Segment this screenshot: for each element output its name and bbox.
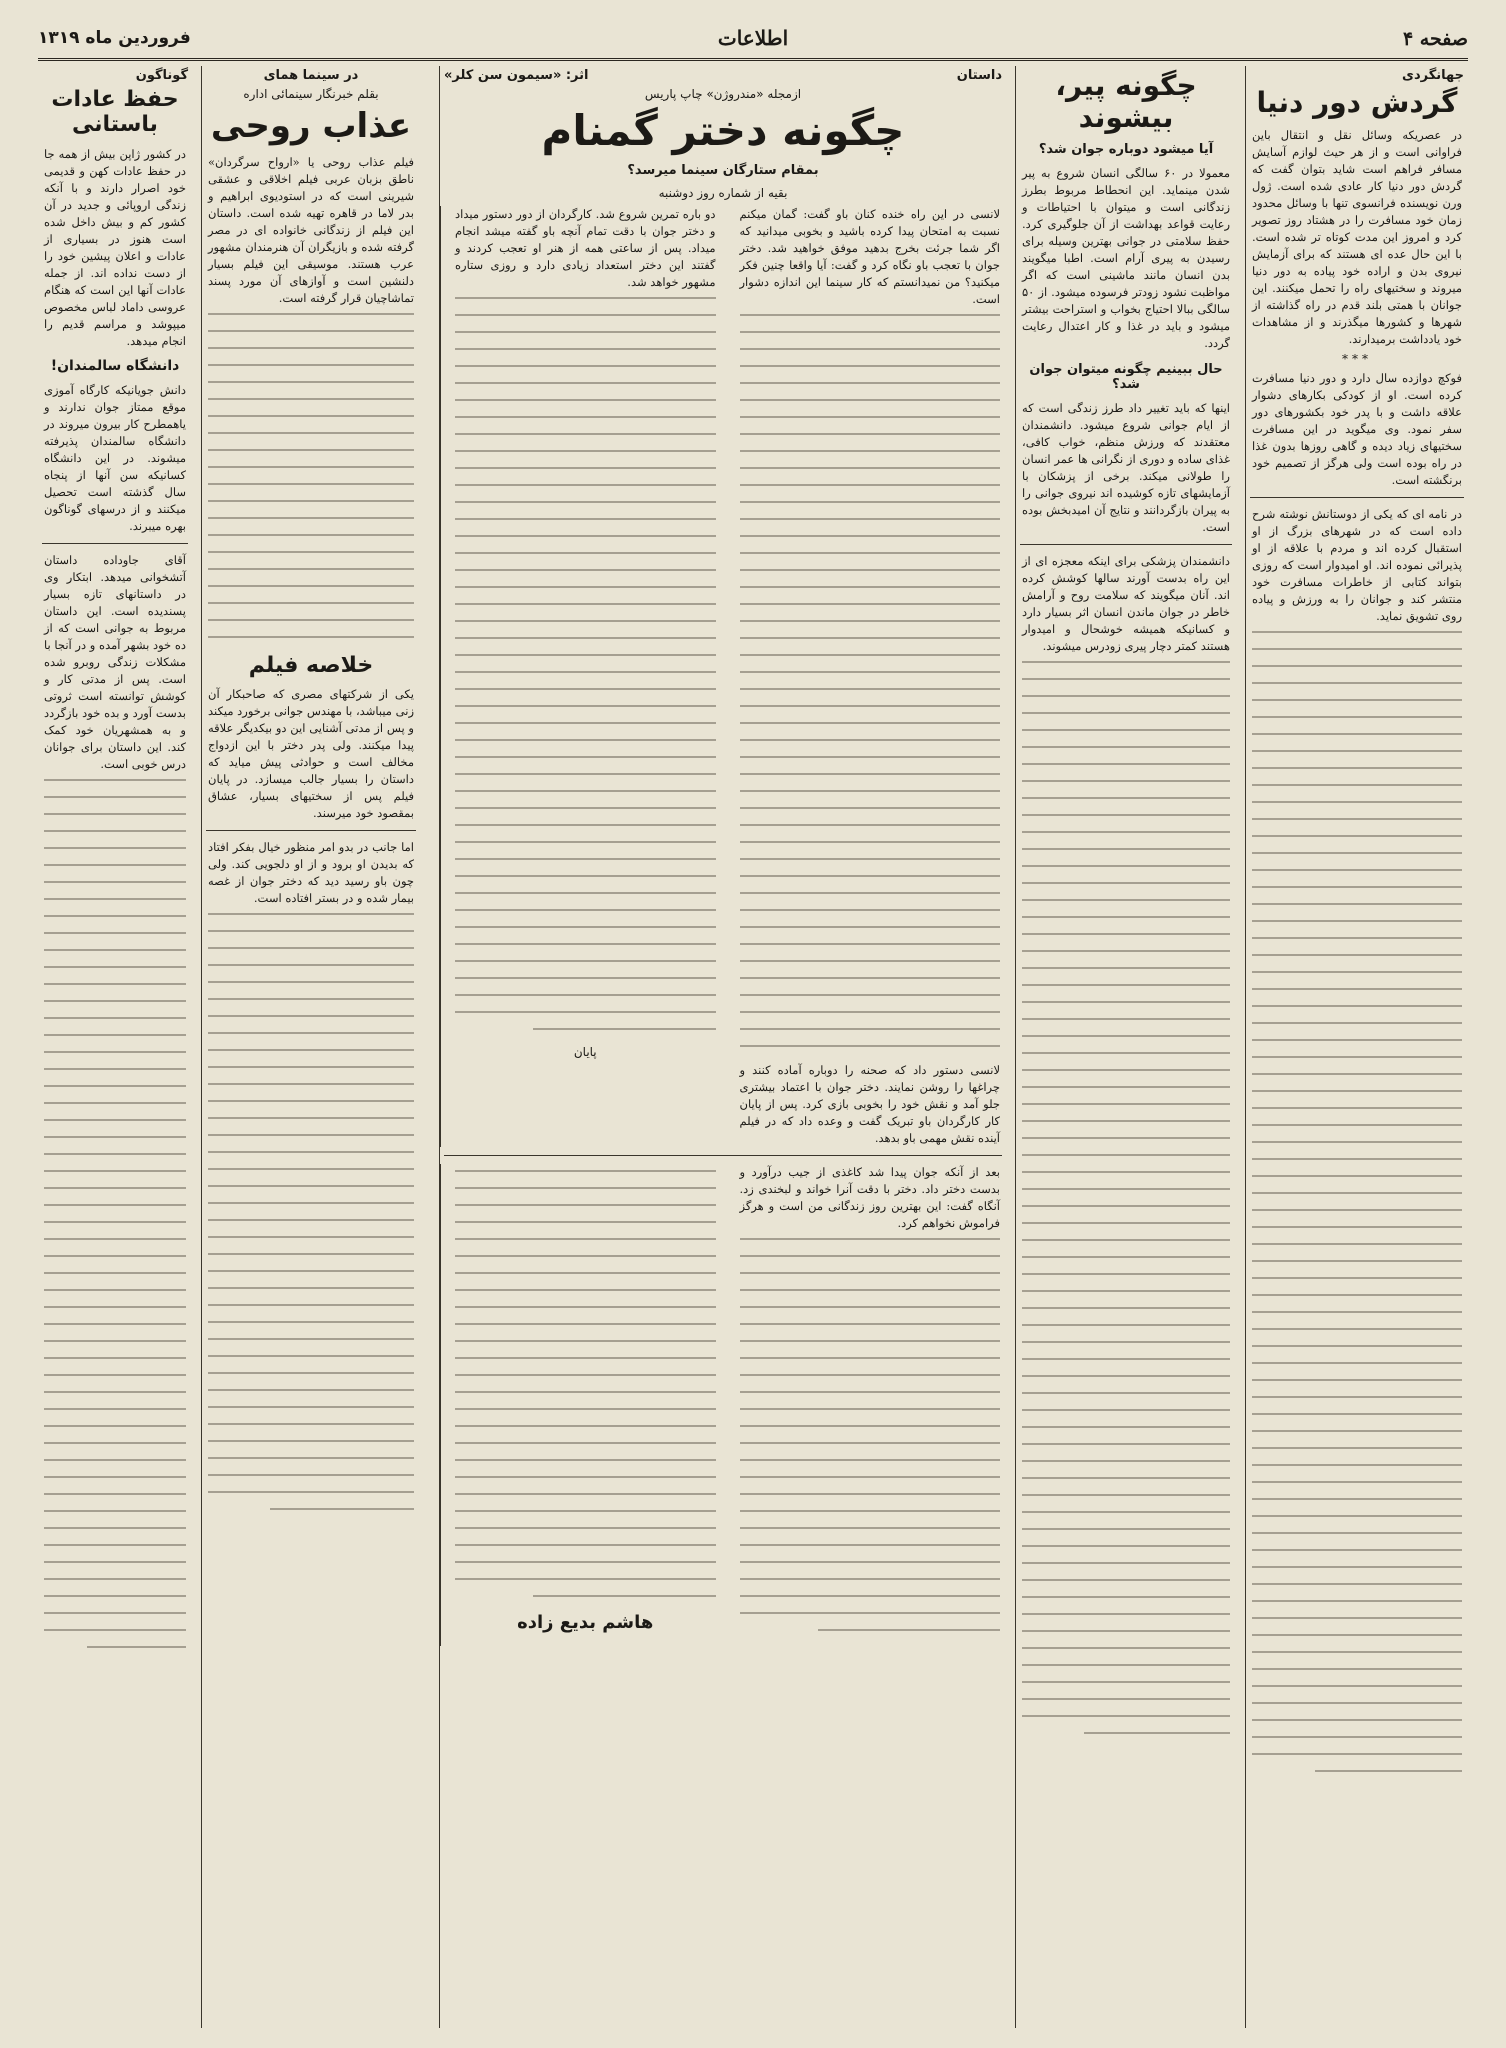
column-health [1015,66,1236,2028]
translator-signature: هاشم بدیع زاده [517,1612,654,1634]
masthead [38,18,1468,61]
misc-body: در کشور ژاپن بیش از همه جا در حفظ عادات کهن و قدیمی خود اصرار دارند و با آنکه زندگی اروپائی و جدید در آن کشور کم و بیش داخل شده است هنوز در بسیاری از عادات و اعلان پیشین خود را از دست نداده اند. از جمله عادات آنها این است که هنگام عروسی داماد لباس مخصوص میپوشد و مراسم قدیم را انجام میدهد. [44,146,186,348]
story-lower-left [440,1164,722,1646]
issue-date: فروردین ماه ۱۳۱۹ [38,28,191,48]
story-kicker-row [444,68,1002,83]
column-cinema [201,66,420,2028]
cinema-body-3: اما جانب در بدو امر منظور خیال بفکر افتاد که بدیدن او برود و از او دلجویی کند. ولی چون باو رسید دید که دختر جوان از غصه بیمار شده و در بستر افتاده است. [208,840,414,906]
text-filler [208,913,414,1510]
misc-body-2: دانش جویانیکه کارگاه آموزی موقع ممتاز جوان ندارند و یاهمطرح کار بیرون میروند در دانشگاه سالمندان پذیرفته میشوند. در این دانشگاه کسانیکه سن آنها از پنجاه سال گذشته است تحصیل میکنند و از درسهای گوناگون بهره میبرند. [44,382,186,533]
text-filler [740,1238,1001,1631]
health-subhead-2: حال ببینیم چگونه میتوان جوان شد؟ [1029,362,1223,393]
travel-headline: گردش دور دنیا [1256,86,1458,119]
travel-body-2: فوکچ دوازده سال دارد و دور دنیا مسافرت کرده است. او از کودکی بکارهای دشوار علاقه داشت و با پدر خود بکشورهای دور سفر نمود. وی میگوید در این مسافرت سختیهای زیاد دیده و گاهی روزها بدون غذا در راه بوده است ولی هرگز از تصمیم خود برنگشته است. [1252,371,1462,488]
story-lower-columns [440,1164,1006,1646]
section-divider [1020,544,1232,545]
story-author: اثر: «سیمون سن کلر» [444,68,589,83]
newspaper-page [38,18,1468,2028]
text-filler [208,313,414,638]
text-filler [455,1170,716,1597]
health-body-3: دانشمندان پزشکی برای اینکه معجزه ای از این راه بدست آورند سالها کوشش کرده اند. آنان میگویند که سلامت روح و آرامش خاطر در جوان ماندن انسان اثر بسیار دارد و کسانیکه همیشه خوشحال و امیدوار هستند کمتر دچار پیری زودرس میشوند. [1022,554,1230,654]
column-story [439,66,1006,2028]
misc-subhead: دانشگاه سالمندان! [50,357,180,374]
story-body-bottom: لانسی دستور داد که صحنه را دوباره آماده کنند و چراغها را روشن نمایند. دختر جوان با اعتماد بیشتری جلو آمد و نقش خود را بخوبی بازی کرد. پس از پایان کار کارگردان باو تبریک گفت و وعده داد که در فیلم آینده نقش مهمی باو بدهد. [739,1063,1000,1146]
story-columns [440,206,1006,1147]
story-end: پایان [573,1045,597,1060]
travel-kicker: جهانگردی [1402,68,1464,83]
section-divider [42,543,188,544]
cinema-kicker: در سینما همای [263,68,359,83]
story-subcolumn-left [440,206,722,1147]
story-source: ازمجله «مندروژن» چاپ پاریس [644,87,802,101]
text-filler [44,779,186,1648]
text-filler [740,314,1001,1047]
story-continued: بقیه از شماره روز دوشنبه [658,186,788,201]
misc-headline: حفظ عادات باستانی [51,87,179,138]
cinema-body-2: یکی از شرکتهای مصری که صاحبکار آن زنی میباشد، با مهندس جوانی برخورد میکند و پس از مدتی آشنایی این دو بیکدیگر علاقه پیدا میکنند. ولی پدر دختر با این ازدواج مخالف است و حوادثی پیش میاید که داستان را بسیار جالب میسازد. در پایان فیلم پس از سختیهای بسیار، عشاق بمقصود خود میرسند. [208,687,414,821]
text-filler [1252,631,1462,1772]
misc-body-3: آقای جاوداده داستان آتشخوانی میدهد. ابتکار وی در داستانهای تازه بسیار پسندیده است. این داستان مربوط به جوانی است که از ده خود بشهر آمده و در آنجا با مشکلات زندگی روبرو شده است. پس از مدتی کار و کوشش توانسته است ثروتی بدست آورد و بده خود بازگردد و به همشهریان خود کمک کند. این داستان برای جوانان درس خوبی است. [44,552,186,771]
health-headline: چگونه پیر، بیشوند [1055,69,1197,135]
cinema-subhead: خلاصه فیلم [248,653,374,679]
story-headline: چگونه دختر گمنام [541,106,905,155]
text-filler [1022,661,1230,1734]
story-subhead: بمقام ستارگان سینما میرسد؟ [627,163,819,179]
cinema-body: فیلم عذاب روحی یا «ارواح سرگردان» ناطق بزبان عربی فیلم اخلاقی و عشقی شیرینی است که در استودیوی ابراهیم و بدر لاما در قاهره تهیه شده است. داستان این فیلم از زندگانی خانواده ای در مصر گرفته شده و بازیگران آن هنرمندان مشهور عرب هستند. موسیقی این فیلم بسیار دلنشین است و آوازهای آن مورد پسند تماشاچیان قرار گرفته است. [208,155,414,306]
cinema-byline: بقلم خبرنگار سینمائی اداره [243,87,379,101]
section-divider [444,1155,1002,1156]
story-body-3: بعد از آنکه جوان پیدا شد کاغذی از جیب درآورد و بدست دختر داد. دختر با دقت آنرا خواند و لبخندی زد. آنگاه گفت: این بهترین روز زندگانی من است و هرگز فراموش نخواهم کرد. [739,1165,1000,1231]
story-subcolumn-right [734,206,1007,1147]
story-lower-right [734,1164,1007,1646]
page-number: صفحه ۴ [1402,28,1468,50]
story-body-left: دو باره تمرین شروع شد. کارگردان از دور دستور میداد و دختر جوان با دقت تمام آنچه باو گفته میشد انجام میداد. پس از ساعتی همه از هنر او تعجب کردند و گفتند این دختر استعداد زیادی دارد و روزی ستاره مشهور خواهد شد. [455,207,716,290]
column-misc [38,66,192,2028]
travel-body: در عصریکه وسائل نقل و انتقال باین فراوانی است و از هر حیث لوازم آسایش مسافر فراهم است شاید بتوان گفت که گردش دور دنیا کار عادی شده است. ژول ورن نویسنده فرانسوی تنها با وسائل محدود زمان خود مسافرت را در هشتاد روز تصویر کرد و امروز این مدت کوتاه تر شده است. با این حال عده ای هستند که برای آزمایش نیروی بدن و اراده خود پیاده به دور دنیا میروند و سختیهای راه را تحمل میکنند. این جوانان با همتی بلند قدم در راه گذاشته از شهرها و کشورها میگذرند و از مشاهدات خود یادداشت برمیدارند. [1252,128,1462,347]
travel-body-3: در نامه ای که یکی از دوستانش نوشته شرح داده است که در شهرهای بزرگ از او استقبال کرده اند و مردم با علاقه از او پذیرائی نموده اند. او امیدوار است که روزی بتواند کتابی از خاطرات مسافرت خود منتشر کند و جوانان را به ورزش و پیاده روی تشویق نماید. [1252,507,1462,624]
health-subhead: آیا میشود دوباره جوان شد؟ [1038,142,1214,158]
health-body: معمولا در ۶۰ سالگی انسان شروع به پیر شدن مینماید. این انحطاط مربوط بطرز زندگانی است و میتوان با احتیاطات و رعایت قواعد بهداشت از آن جلوگیری کرد. حفظ سلامتی در جوانی بهترین وسیله برای رسیدن به پیری آرام است. اطبا میگویند بدن انسان مانند ماشینی است که اگر مواظبت نشود زودتر فرسوده میشود. از ۵۰ سالگی ببالا احتیاج بخواب و استراحت بیشتر میشود و باید در غذا و کار اعتدال رعایت گردد. [1022,166,1230,351]
section-divider [206,830,416,831]
column-travel [1245,66,1468,2028]
story-body-right: لانسی در این راه خنده کنان باو گفت: گمان میکنم نسبت به امتحان پیدا کرده باشید و بخوبی میدانید که اگر شما جرئت بخرج بدهید موفق خواهید شد. دختر جوان با تعجب باو نگاه کرد و گفت: آیا واقعا چنین فکر میکنید؟ من نمیدانستم که کار سینما این اندازه دشوار است. [739,207,1000,307]
section-divider [1250,497,1464,498]
section-dots: *** [1342,352,1372,367]
columns [38,66,1468,2028]
story-kicker: داستان [956,68,1002,83]
misc-kicker: گوناگون [135,68,188,83]
health-body-2: اینها که باید تغییر داد طرز زندگی است که از ایام جوانی شروع میشود. دانشمندان معتقدند که ورزش منظم، خواب کافی، غذای ساده و دوری از نگرانی ها عمر انسان را طولانی میکند. برخی از پزشکان با آزمایشهای تازه کوشیده اند نیروی جوانی را به پیران بازگردانند و نتایج آن امیدبخش بوده است. [1022,401,1230,535]
text-filler [455,297,716,1030]
cinema-headline: عذاب روحی [210,106,412,146]
paper-name: اطلاعات [717,26,789,50]
